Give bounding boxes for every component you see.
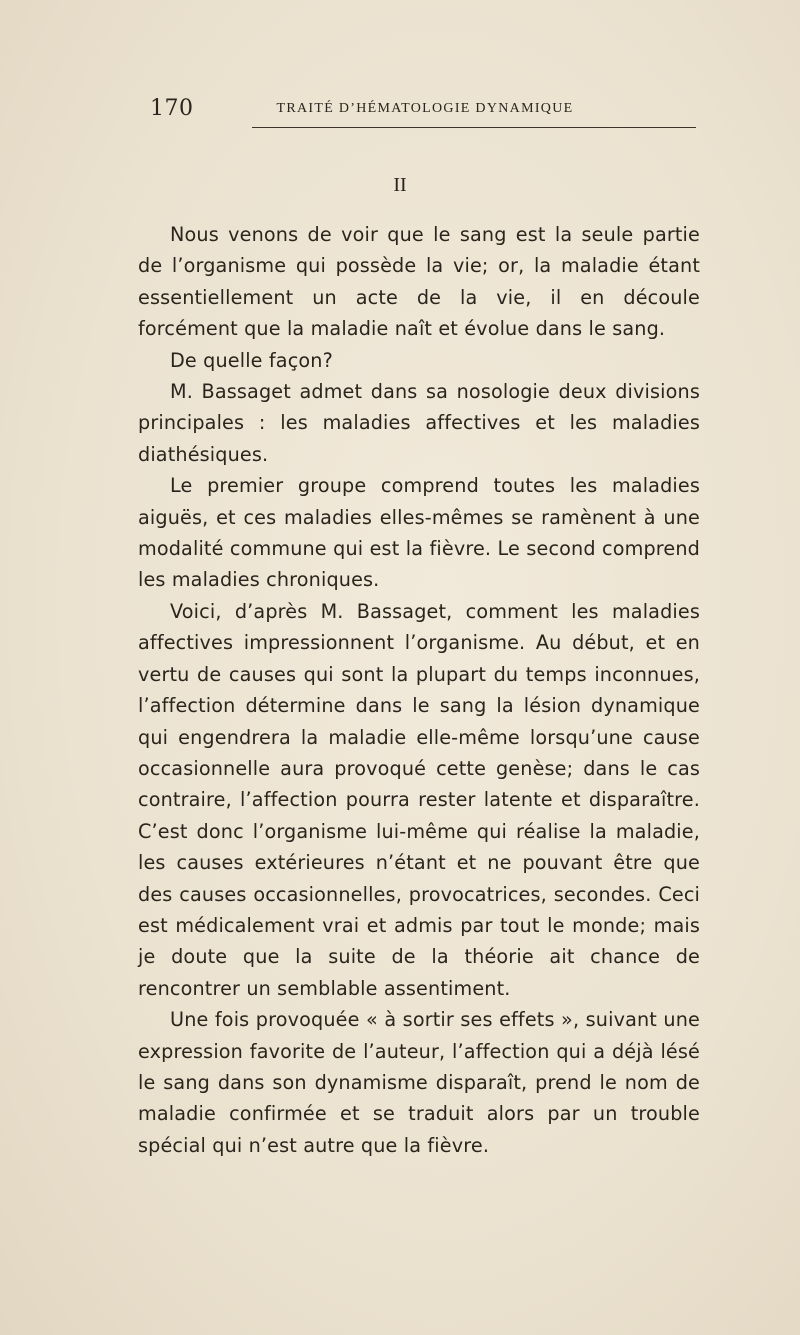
page-number: 170 (150, 96, 194, 121)
section-numeral: II (393, 174, 407, 196)
running-title: TRAITÉ D’HÉMATOLOGIE DYNAMIQUE (276, 101, 574, 116)
paragraph: Voici, d’après M. Bassaget, comment les maladies affectives impressionnent l’organisme. Au début, et en vertu de causes qui sont la plupart du temps inconnues, l’affection détermine dans le sang la lésion dynamique qui engendrera la maladie elle-même lorsqu’une cause occasionnelle aura provoqué cette genèse; dans le cas contraire, l’affection pourra rester latente et disparaître. C’est donc l’organisme lui-même qui réalise la maladie, les causes extérieures n’étant et ne pouvant être que des causes occasionnelles, provocatrices, secondes. Ceci est médicalement vrai et admis par tout le monde; mais je doute que la suite de la théorie ait chance de rencontrer un semblable assentiment. (138, 599, 700, 1000)
body-text (138, 219, 700, 1161)
page-header (150, 96, 700, 126)
paragraph: Une fois provoquée « à sortir ses effets », suivant une expression favorite de l’auteur, l’affection qui a déjà lésé le sang dans son dynamisme disparaît, prend le nom de maladie confirmée et se traduit alors par un trouble spécial qui n’est autre que la fièvre. (138, 1008, 700, 1157)
paragraph: Nous venons de voir que le sang est la seule partie de l’organisme qui possède la vie; or, la maladie étant essentiellement un acte de la vie, il en découle forcément que la maladie naît et évolue dans le sang. (138, 223, 700, 341)
paragraph: De quelle façon? (170, 348, 333, 372)
header-rule (252, 127, 696, 128)
paragraph: M. Bassaget admet dans sa nosologie deux divisions principales : les maladies affectives et les maladies diathésiques. (138, 380, 700, 466)
paragraph: Le premier groupe comprend toutes les maladies aiguës, et ces maladies elles-mêmes se ramènent à une modalité commune qui est la fièvre. Le second comprend les maladies chroniques. (138, 474, 700, 592)
